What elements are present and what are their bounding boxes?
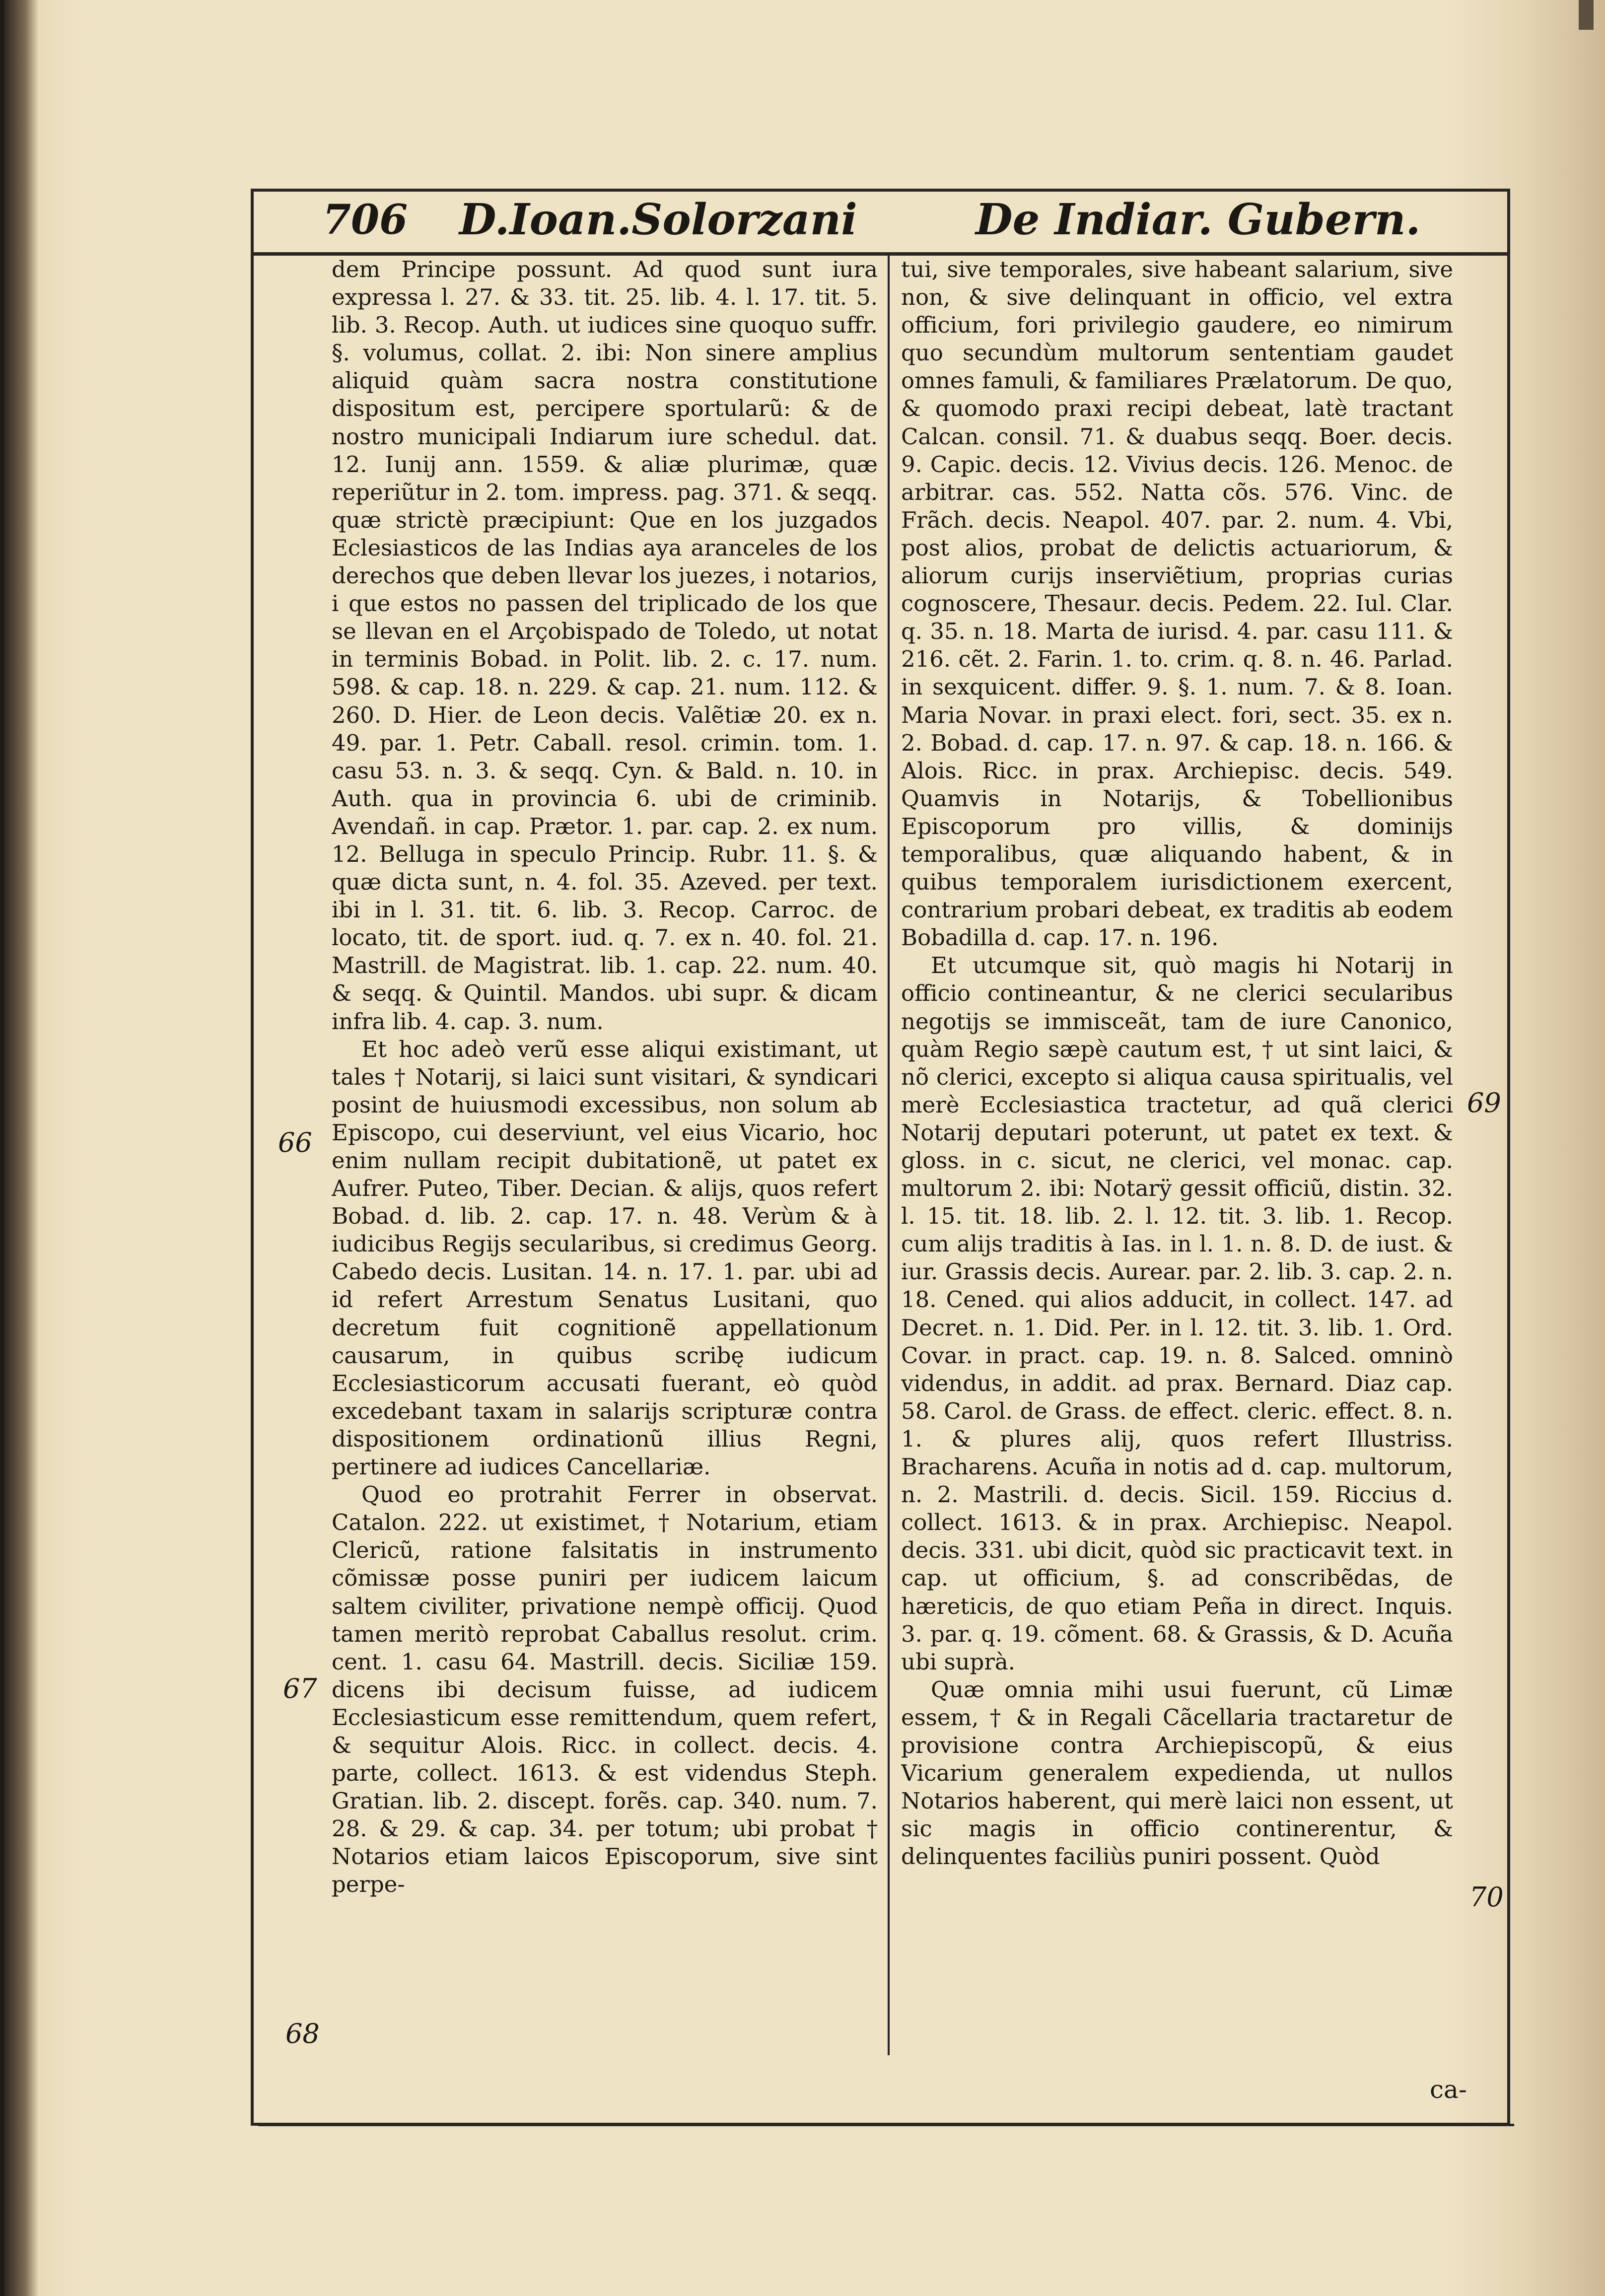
margin-number: 66 xyxy=(278,1127,312,1158)
margin-number: 67 xyxy=(283,1673,317,1704)
left-column xyxy=(332,256,878,2073)
column-divider xyxy=(888,256,890,2055)
paragraph: Quæ omnia mihi usui fuerunt, cũ Limæ essem, † & in Regali Cãcellaria tractaretur de provisione contra Archiepiscopũ, & eius Vicarium generalem expedienda, ut nullos Notarios haberent, qui merè laici non essent, ut sic magis in officio continerentur, & delinquentes faciliùs puniri possent. Quòd xyxy=(901,1676,1453,1870)
paragraph: dem Principe possunt. Ad quod sunt iura expressa l. 27. & 33. tit. 25. lib. 4. l. 17. tit. 5. lib. 3. Recop. Auth. ut iudices sine quoquo suffr. §. volumus, collat. 2. ibi: Non sinere amplius aliquid quàm sacra nostra constitutione dispositum est, percipere sportularũ: & de nostro municipali Indiarum iure schedul. dat. 12. Iunij ann. 1559. & aliæ plurimæ, quæ reperiũtur in 2. tom. impress. pag. 371. & seqq. quæ strictè præcipiunt: Que en los juzgados Eclesiasticos de las Indias aya aranceles de los derechos que deben llevar los juezes, i notarios, i que estos no passen del triplicado de los que se llevan en el Arçobispado de Toledo, ut notat in terminis Bobad. in Polit. lib. 2. c. 17. num. 598. & cap. 18. n. 229. & cap. 21. num. 112. & 260. D. Hier. de Leon decis. Valẽtiæ 20. ex n. 49. par. 1. Petr. Caball. resol. crimin. tom. 1. casu 53. n. 3. & seqq. Cyn. & Bald. n. 10. in Auth. qua in provincia 6. ubi de criminib. Avendañ. in cap. Prætor. 1. par. cap. 2. ex num. 12. Belluga in speculo Princip. Rubr. 11. §. & quæ dicta sunt, n. 4. fol. 35. Azeved. per text. ibi in l. 31. tit. 6. lib. 3. Recop. Carroc. de locato, tit. de sport. iud. q. 7. ex n. 40. fol. 21. Mastrill. de Magistrat. lib. 1. cap. 22. num. 40. & seqq. & Quintil. Mandos. ubi supr. & dicam infra lib. 4. cap. 3. num. xyxy=(332,256,878,1035)
footer-rule xyxy=(258,2124,1514,2126)
page-edge-tab xyxy=(1579,0,1594,30)
margin-number: 70 xyxy=(1469,1881,1504,1913)
paragraph: Et hoc adeò verũ esse aliqui existimant, ut tales † Notarij, si laici sunt visitari, & syndicari posint de huiusmodi excessibus, non solum ab Episcopo, cui deserviunt, vel eius Vicario, hoc enim nullam recipit dubitationẽ, ut patet ex Aufrer. Puteo, Tiber. Decian. & alijs, quos refert Bobad. d. lib. 2. cap. 17. n. 48. Verùm & à iudicibus Regijs secularibus, si credimus Georg. Cabedo decis. Lusitan. 14. n. 17. 1. par. ubi ad id refert Arrestum Senatus Lusitani, quo decretum fuit cognitionẽ appellationum causarum, in quibus scribę iudicum Ecclesiasticorum accusati fuerant, eò quòd excedebant taxam in salarijs scripturæ contra dispositionem ordinationũ illius Regni, pertinere ad iudices Cancellariæ. xyxy=(332,1036,878,1480)
paragraph: tui, sive temporales, sive habeant salarium, sive non, & sive delinquant in officio, vel extra officium, fori privilegio gaudere, eo nimirum quo secundùm multorum sententiam gaudet omnes famuli, & familiares Prælatorum. De quo, & quomodo praxi recipi debeat, latè tractant Calcan. consil. 71. & duabus seqq. Boer. decis. 9. Capic. decis. 12. Vivius decis. 126. Menoc. de arbitrar. cas. 552. Natta cõs. 576. Vinc. de Frãch. decis. Neapol. 407. par. 2. num. 4. Vbi, post alios, probat de delictis actuariorum, & aliorum curijs inserviẽtium, proprias curias cognoscere, Thesaur. decis. Pedem. 22. Iul. Clar. q. 35. n. 18. Marta de iurisd. 4. par. casu 111. & 216. cẽt. 2. Farin. 1. to. crim. q. 8. n. 46. Parlad. in sexquicent. differ. 9. §. 1. num. 7. & 8. Ioan. Maria Novar. in praxi elect. fori, sect. 35. ex n. 2. Bobad. d. cap. 17. n. 97. & cap. 18. n. 166. & Alois. Ricc. in prax. Archiepisc. decis. 549. Quamvis in Notarijs, & Tobellionibus Episcoporum pro villis, & dominijs temporalibus, quæ aliquando habent, & in quibus temporalem iurisdictionem exercent, contrarium probari debeat, ex traditis ab eodem Bobadilla d. cap. 17. n. 196. xyxy=(901,256,1453,951)
catchword: ca- xyxy=(1430,2075,1467,2104)
right-column xyxy=(901,256,1453,2073)
running-head-left: D.Ioan.Solorzani xyxy=(459,195,857,245)
margin-number: 69 xyxy=(1467,1087,1501,1118)
margin-number: 68 xyxy=(285,2018,320,2049)
header-rule xyxy=(251,252,1510,256)
paragraph: Et utcumque sit, quò magis hi Notarij in officio contineantur, & ne clerici secularibus negotijs se immisceãt, tam de iure Canonico, quàm Regio sæpè cautum est, † ut sint laici, & nõ clerici, excepto si aliqua causa spiritualis, vel merè Ecclesiastica tractetur, ad quã clerici Notarij deputari poterunt, ut patet ex text. & gloss. in c. sicut, ne clerici, vel monac. cap. multorum 2. ibi: Notarÿ gessit officiũ, distin. 32. l. 15. tit. 18. lib. 2. l. 12. tit. 3. lib. 1. Recop. cum alijs traditis à Ias. in l. 1. n. 8. D. de iust. & iur. Grassis decis. Aurear. par. 2. lib. 3. cap. 2. n. 18. Cened. qui alios adducit, in collect. 147. ad Decret. n. 1. Did. Per. in l. 12. tit. 3. lib. 1. Ord. Covar. in pract. cap. 19. n. 8. Salced. omninò videndus, in addit. ad prax. Bernard. Diaz cap. 58. Carol. de Grass. de effect. cleric. effect. 8. n. 1. & plures alij, quos refert Illustriss. Bracharens. Acuña in notis ad d. cap. multorum, n. 2. Mastrili. d. decis. Sicil. 159. Riccius d. collect. 1613. & in prax. Archiepisc. Neapol. decis. 331. ubi dicit, quòd sic practicavit text. in cap. ut officium, §. ad conscribẽdas, de hæreticis, de quo etiam Peña in direct. Inquis. 3. par. q. 19. cõment. 68. & Grassis, & D. Acuña ubi suprà. xyxy=(901,952,1453,1675)
running-head-right: De Indiar. Gubern. xyxy=(976,195,1421,245)
book-gutter xyxy=(4,0,39,2296)
page-number: 706 xyxy=(323,196,408,244)
paragraph: Quod eo protrahit Ferrer in observat. Catalon. 222. ut existimet, † Notarium, etiam Clericũ, ratione falsitatis in instrumento cõmissæ posse puniri per iudicem laicum saltem civiliter, privatione nempè officij. Quod tamen meritò reprobat Caballus resolut. crim. cent. 1. casu 64. Mastrill. decis. Siciliæ 159. dicens ibi decisum fuisse, ad iudicem Ecclesiasticum esse remittendum, quem refert, & sequitur Alois. Ricc. in collect. decis. 4. parte, collect. 1613. & est videndus Steph. Gratian. lib. 2. discept. forẽs. cap. 340. num. 7. 28. & 29. & cap. 34. per totum; ubi probat † Notarios etiam laicos Episcoporum, sive sint perpe- xyxy=(332,1481,878,1898)
